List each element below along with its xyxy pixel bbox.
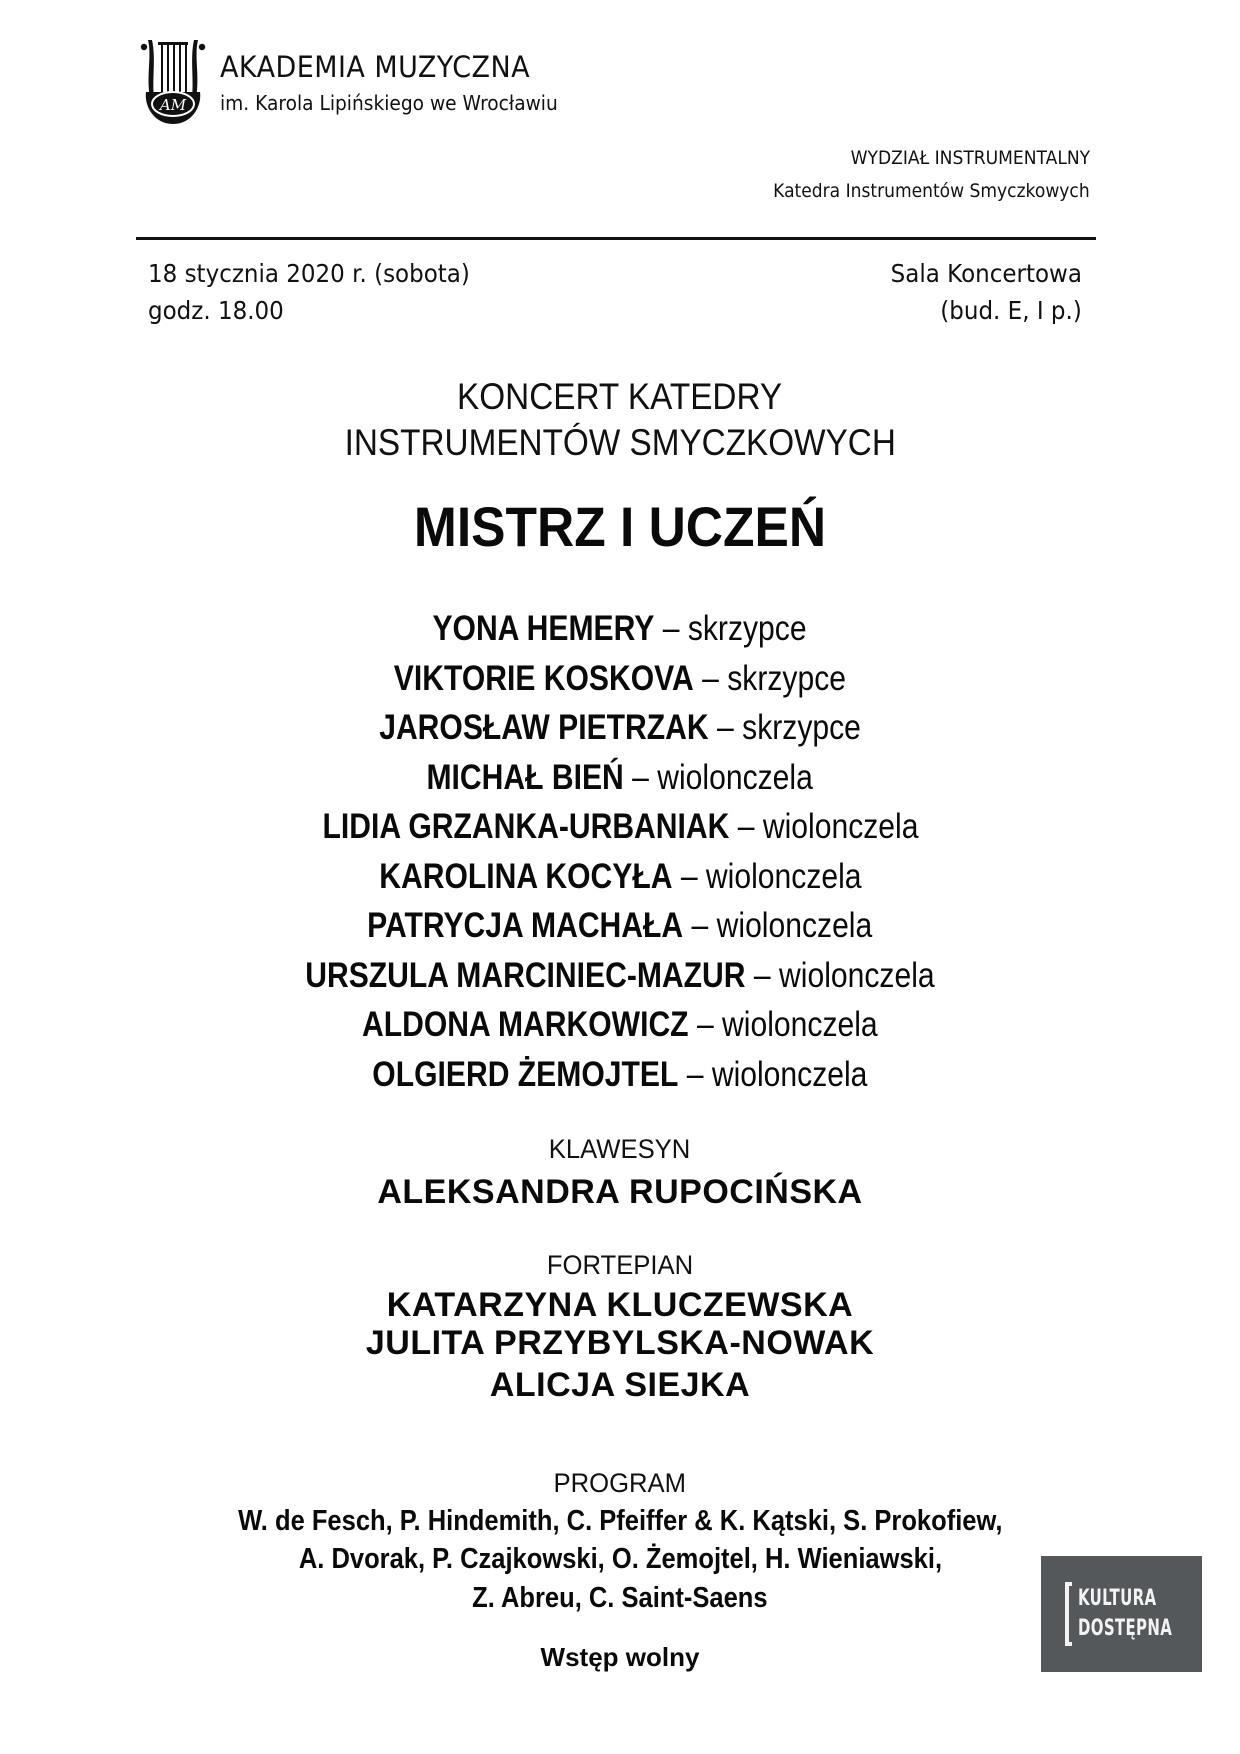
performer-row: [0, 609, 1240, 649]
performer-instrument: wiolonczela: [716, 906, 873, 945]
performer-separator: –: [716, 708, 734, 747]
performer-row: [0, 659, 1240, 699]
program-line-text: W. de Fesch, P. Hindemith, C. Pfeiffer & K. Kątski, S. Prokofiew,: [237, 1505, 1003, 1537]
performer-instrument: wiolonczela: [722, 1005, 878, 1044]
performer-name: KAROLINA KOCYŁA: [378, 857, 673, 896]
performer-row: [0, 857, 1240, 897]
piano-performer: [0, 1366, 1240, 1405]
harpsichord-performer-name: ALEKSANDRA RUPOCIŃSKA: [377, 1173, 863, 1211]
program-line-text: A. Dvorak, P. Czajkowski, O. Żemojtel, H. Wieniawski,: [298, 1543, 942, 1575]
performer-separator: –: [753, 956, 771, 995]
performer-name: LIDIA GRZANKA-URBANIAK: [322, 807, 729, 846]
performer-name: ALDONA MARKOWICZ: [362, 1005, 689, 1044]
event-date: 18 stycznia 2020 r. (sobota): [148, 259, 470, 288]
performer-separator: –: [702, 659, 719, 698]
section-label-program: [0, 1468, 1240, 1499]
performer-name: OLGIERD ŻEMOJTEL: [372, 1055, 679, 1094]
institution-name: AKADEMIA MUZYCZNA: [220, 50, 531, 84]
lyre-icon: [140, 36, 206, 126]
performer-instrument: wiolonczela: [711, 1055, 868, 1094]
program-line: [0, 1505, 1240, 1538]
performer-separator: –: [663, 609, 680, 648]
harpsichord-performer: [0, 1173, 1240, 1212]
badge-line-2: DOSTĘPNA: [1078, 1616, 1173, 1641]
performer-separator: –: [691, 906, 709, 945]
header-divider: [136, 237, 1096, 240]
performer-separator: –: [680, 857, 698, 896]
piano-performer-name: JULITA PRZYBYLSKA-NOWAK: [365, 1324, 875, 1362]
concert-main-title: [0, 494, 1240, 559]
performer-row: [0, 708, 1240, 748]
piano-performer-name: ALICJA SIEJKA: [489, 1366, 751, 1404]
admission-note: Wstęp wolny: [540, 1642, 700, 1672]
section-label-harpsichord-text: KLAWESYN: [549, 1134, 691, 1164]
piano-performer: [0, 1286, 1240, 1325]
section-label-program-text: PROGRAM: [553, 1468, 687, 1498]
concert-title-line-1: [0, 376, 1240, 418]
concert-title-line-1-text: KONCERT KATEDRY: [457, 376, 783, 417]
chair-name: Katedra Instrumentów Smyczkowych: [773, 180, 1090, 202]
faculty-name: WYDZIAŁ INSTRUMENTALNY: [850, 147, 1090, 169]
institution-subtitle: im. Karola Lipińskiego we Wrocławiu: [220, 91, 558, 115]
svg-text:AM: AM: [159, 96, 187, 114]
performer-name: JAROSŁAW PIETRZAK: [379, 708, 709, 747]
badge-line-1: KULTURA: [1078, 1586, 1157, 1611]
concert-main-title-text: MISTRZ I UCZEŃ: [413, 495, 827, 558]
performer-name: VIKTORIE KOSKOVA: [393, 659, 694, 698]
performer-row: [0, 1005, 1240, 1045]
program-line-text: Z. Abreu, C. Saint-Saens: [472, 1582, 768, 1614]
section-label-piano-text: FORTEPIAN: [546, 1250, 694, 1280]
performer-row: [0, 1055, 1240, 1095]
performer-name: YONA HEMERY: [432, 609, 655, 648]
performer-instrument: wiolonczela: [779, 956, 935, 995]
performer-instrument: wiolonczela: [705, 857, 862, 896]
event-venue: Sala Koncertowa: [890, 259, 1082, 288]
performer-row: [0, 956, 1240, 996]
concert-title-line-2: [0, 422, 1240, 464]
performer-separator: –: [632, 758, 650, 797]
performer-separator: –: [686, 1055, 704, 1094]
performer-name: URSZULA MARCINIEC-MAZUR: [305, 956, 746, 995]
performer-separator: –: [697, 1005, 714, 1044]
piano-performer: [0, 1324, 1240, 1363]
performer-instrument: wiolonczela: [657, 758, 814, 797]
performer-row: [0, 758, 1240, 798]
performer-row: [0, 807, 1240, 847]
section-label-piano: [0, 1250, 1240, 1281]
performer-instrument: skrzypce: [688, 609, 808, 648]
section-label-harpsichord: [0, 1134, 1240, 1165]
performer-instrument: skrzypce: [742, 708, 861, 747]
performer-row: [0, 906, 1240, 946]
piano-performer-name: KATARZYNA KLUCZEWSKA: [386, 1286, 854, 1324]
performer-instrument: skrzypce: [727, 659, 847, 698]
performer-name: PATRYCJA MACHAŁA: [367, 906, 684, 945]
bracket-icon: [1065, 1582, 1072, 1646]
performer-instrument: wiolonczela: [762, 807, 918, 846]
kultura-dostepna-badge: [1041, 1556, 1202, 1672]
concert-title-line-2-text: INSTRUMENTÓW SMYCZKOWYCH: [344, 422, 896, 463]
event-venue-detail: (bud. E, I p.): [940, 296, 1082, 325]
event-time: godz. 18.00: [148, 296, 284, 325]
performer-separator: –: [737, 807, 754, 846]
performer-name: MICHAŁ BIEŃ: [426, 758, 625, 797]
